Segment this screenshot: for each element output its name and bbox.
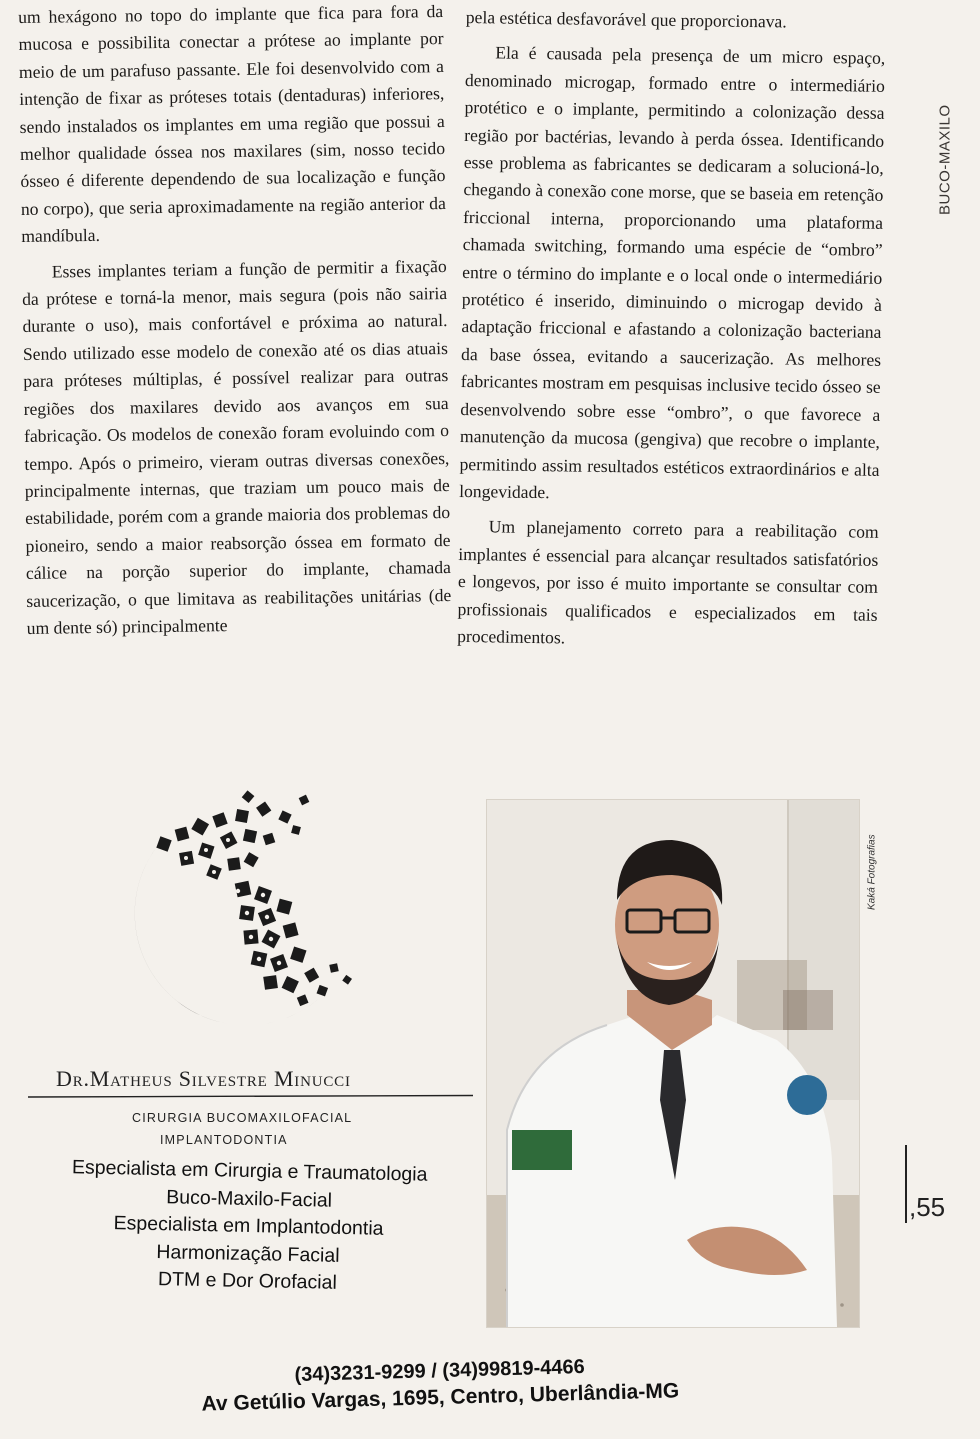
contact-address: Av Getúlio Vargas, 1695, Centro, Uberlândia-MG [201,1379,680,1416]
article-paragraph: um hexágono no topo do implante que fica para fora da mucosa e possibilita conectar a prótese ao implante por meio de um parafuso passante. Ele foi desenvolvido com a intenção de fixar as próteses totais (dentaduras) inferiores, sendo instalados os implantes em uma região que possui a melhor qualidade óssea nos maxilares (sim, nosso tecido ósseo é diferente dependendo de sua localização e função no corpo), que seria aproximadamente na região anterior da mandíbula. [18,1,446,247]
article-left-column [18,0,452,642]
article-paragraph: Esses implantes teriam a função de permitir a fixação da prótese e torná-la menor, mais segura (pois não sairia durante o uso), mais confortável e próxima ao natural. Sendo utilizado esse modelo de conexão até os dias atuais para próteses múltiplas, é possível realizar para outras regiões dos maxilares devido aos avanços em sua fabricação. Os modelos de conexão foram evoluindo com o tempo. Após o primeiro, vieram outras diversas conexões, principalmente internas, que traziam um pouco mais de estabilidade, porém com a grande maioria dos problemas do pioneiro, sendo a maior reabsorção óssea em formato de cálice na porção superior do implante, chamada saucerização, o que limitava as reabilitações unitárias (de um dente só) principalmente [21,255,452,638]
specialty-item: Harmonização Facial [156,1240,340,1267]
puzzle-tooth-logo-icon [118,790,368,1030]
article-paragraph: pela estética desfavorável que proporcionava. [465,6,787,32]
page-number: ,55 [909,1192,946,1222]
doctor-portrait [487,800,859,1327]
doctor-name: Dr.Matheus Silvestre Minucci [56,1066,351,1091]
article-paragraph: Ela é causada pela presença de um micro espaço, denominado microgap, formado entre o intermediário protético e o implante, permitindo a colonização dessa região por bactérias, levando à perda óssea. Identificando esse problema as fabricantes se dedicaram a solucioná-lo, chegando à conexão cone morse, que se baseia em retenção friccional interna, proporcionando uma plataforma chamada switching, formando uma espécie de “ombro” entre o término do implante e o local onde o intermediário protético é inserido, diminuindo o microgap devido à adaptação friccional e afastando a colonização bacteriana da base óssea, evitando a saucerização. As melhores fabricantes mostram em pesquisas inclusive tecido ósseo se desenvolvendo sobre esse “ombro”, o que favorece a manutenção da mucosa (gengiva) que recobre o implante, permitindo assim resultados estéticos extraordinários e alta longevidade. [459,42,886,503]
contact-block [159,1350,720,1420]
article-right-column [457,4,886,656]
contact-phone: (34)3231-9299 / (34)99819-4466 [294,1355,585,1387]
doctor-title: CIRURGIA BUCOMAXILOFACIAL [132,1111,353,1125]
specialty-item: Buco-Maxilo-Facial [166,1185,333,1212]
section-label: BUCO-MAXILO [936,104,954,215]
photo-credit: Kaká Fotografias [866,834,878,910]
article-paragraph: Um planejamento correto para a reabilitação com implantes é essencial para alcançar resultados satisfatórios e longevos, por isso é muito importante se consultar com profissionais qualificados e especializados em tais procedimentos. [457,516,879,648]
page-number-rule [905,1145,907,1223]
specialty-item: Especialista em Cirurgia e Traumatologia [71,1156,428,1186]
name-underline [28,1094,473,1098]
specialty-item: Especialista em Implantodontia [113,1212,384,1240]
specialty-item: DTM e Dor Orofacial [157,1268,338,1295]
specialties-list [47,1154,450,1300]
doctor-subtitle: IMPLANTODONTIA [160,1133,288,1147]
